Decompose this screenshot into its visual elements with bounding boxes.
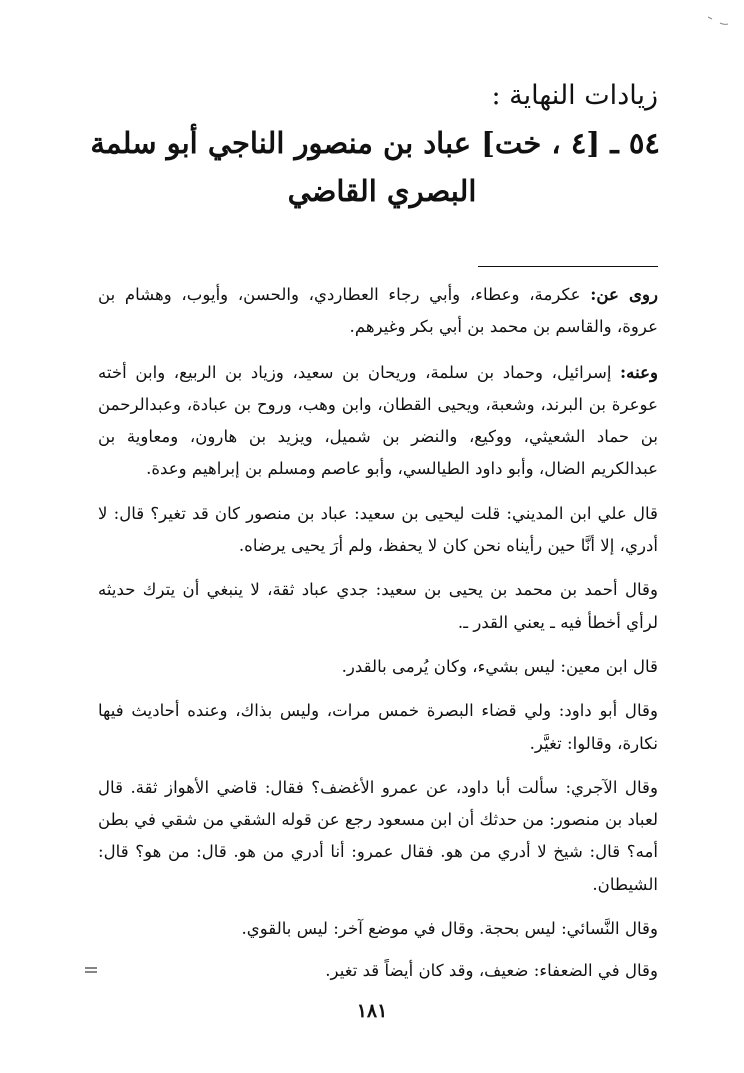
margin-mark bbox=[84, 966, 98, 974]
section-heading: زيادات النهاية : bbox=[491, 80, 658, 111]
paragraph-nasai: وقال النَّسائي: ليس بحجة. وقال في موضع آخر: ليس بالقوي. bbox=[241, 919, 658, 939]
paragraph-ibn-main: قال ابن معين: ليس بشيء، وكان يُرمى بالقدر. bbox=[341, 656, 658, 676]
paragraph-ahmad-ibn-muhammad: وقال أحمد بن محمد بن يحيى بن سعيد: جدي عباد ثقة، لا ينبغي أن يترك حديثه لرأي أخطأ فيه ـ يعني القدر ـ. bbox=[98, 580, 658, 632]
paragraph-ibn-madini: قال علي ابن المديني: قلت ليحيى بن سعيد: عباد بن منصور كان قد تغير؟ قال: لا أدري، إلا أنَّا حين رأيناه نحن كان لا يحفظ، ولم أرَ يحيى يرضاه. bbox=[98, 503, 658, 556]
divider-rule bbox=[478, 266, 658, 267]
narrators-lead: وعنه: bbox=[620, 361, 658, 382]
corner-scan-mark bbox=[706, 14, 730, 28]
narrated-from-lead: روى عن: bbox=[590, 284, 659, 304]
narrated-from-paragraph bbox=[98, 278, 658, 344]
paragraph-abu-dawud: وقال أبو داود: ولي قضاء البصرة خمس مرات، وليس بذاك، وعنده أحاديث فيها نكارة، وقالوا: تغيَّر. bbox=[98, 701, 658, 753]
entry-subtitle: البصري القاضي bbox=[287, 174, 477, 208]
entry-title: ٥٤ ـ [٤ ، خت] عباد بن منصور الناجي أبو سلمة bbox=[90, 126, 660, 160]
narrators-text: إسرائيل، وحماد بن سلمة، وريحان بن سعيد، وزياد بن الربيع، وابن أخته عوعرة بن البرند، وشعبة، ويحيى القطان، وابن وهب، وروح بن عبادة، وعبدالرحمن بن حماد الشعيثي، ووكيع، والنضر بن شميل، ويزيد بن هارون، ومعاوية بن عبدالكريم الضال، وأبو داود الطيالسي، وأبو عاصم ومسلم بن إبراهيم وعدة. bbox=[98, 362, 658, 479]
narrators-paragraph bbox=[98, 356, 658, 486]
paragraph-ajurri: وقال الآجري: سألت أبا داود، عن عمرو الأغضف؟ فقال: قاضي الأهواز ثقة. قال لعباد بن منصور: من حدثك أن ابن مسعود رجع عن قوله الشقي من شقي في بطن أمه؟ قال: شيخ لا أدري من هو. فقال عمرو: أنا أدري من هو. قال: من هو؟ قال: الشيطان. bbox=[98, 777, 658, 894]
narrated-from-text: عكرمة، وعطاء، وأبي رجاء العطاردي، والحسن، وأيوب، وهشام بن عروة، والقاسم بن محمد بن أبي بكر وغيرهم. bbox=[98, 285, 658, 337]
entry-body bbox=[98, 278, 658, 1000]
page-number: ١٨١ bbox=[356, 1000, 388, 1022]
paragraph-duafa: وقال في الضعفاء: ضعيف، وقد كان أيضاً قد تغير. bbox=[325, 961, 658, 981]
